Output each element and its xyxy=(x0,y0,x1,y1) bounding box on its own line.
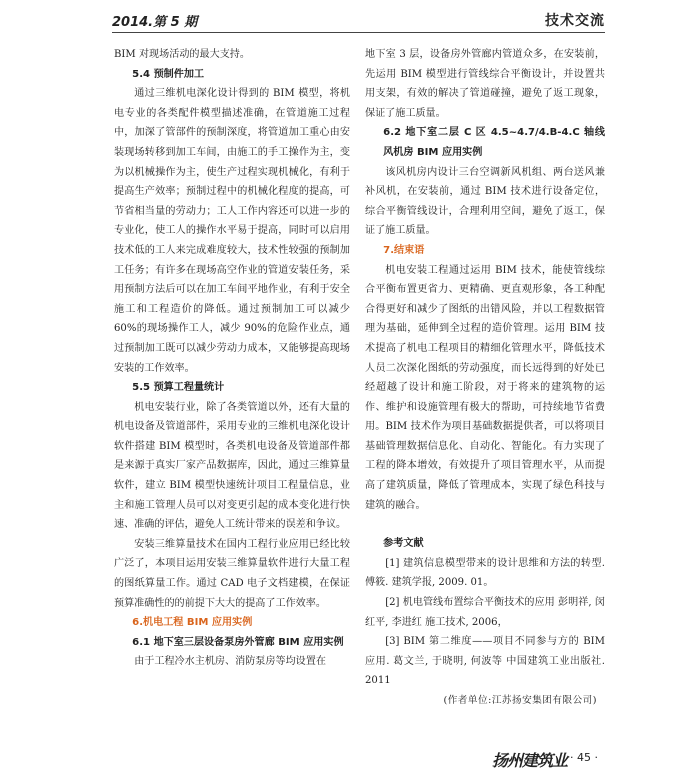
paragraph: 该风机房内设计三台空调新风机组、两台送风兼补风机，在安装前，通过 BIM 技术进行设备定位，综合平衡管线设计，合理利用空间，避免了返工，保证了施工质量。 xyxy=(365,166,605,237)
right-column xyxy=(365,45,605,711)
author-affiliation: (作者单位:江苏扬安集团有限公司) xyxy=(443,695,597,706)
section-heading-6-2: 6.2 地下室二层 C 区 4.5~4.7/4.B-4.C 轴线风机房 BIM 应用实例 xyxy=(383,127,605,158)
section-heading-5-4: 5.4 预制件加工 xyxy=(132,68,205,80)
paragraph: 机电安装工程通过运用 BIM 技术，能使管线综合平衡布置更省力、更精确、更直观形象，各工种配合得更好和减少了图纸的出错风险，并以工程数据管理为基础，延伸到全过程的造价管理。运用 BIM 技术提高了机电工程项目的精细化管理水平，降低技术人员二次深化图纸的劳动强度，而长远得到的好处已经超越了设计和施工阶段，对于将来的建筑物的运作、维护和设施管理有极大的帮助，可持续地节省费用。BIM 技术作为项目基础数据提供者，可以将项目基础管理数据信息化、自动化、智能化。有力实现了工程的降本增效，有效提升了项目管理水平，从而提高了建筑质量，降低了管理成本，实现了绿色科技与建筑的融合。 xyxy=(365,264,605,511)
section-label: 技术交流 xyxy=(545,13,605,29)
reference-item: [1] 建筑信息模型带来的设计思维和方法的转型. 傅筱. 建筑学报, 2009. 01。 xyxy=(365,557,605,589)
section-heading-6-1: 6.1 地下室三层设备泵房外管廊 BIM 应用实例 xyxy=(132,636,344,648)
left-column xyxy=(114,45,350,672)
section-heading-6: 6.机电工程 BIM 应用实例 xyxy=(132,617,253,629)
page-number: · 45 · xyxy=(570,751,598,764)
paragraph: 通过三维机电深化设计得到的 BIM 模型，将机电专业的各类配件模型描述准确，在管道施工过程中，加深了管部件的预制深度，将管道加工重心由安装现场转移到加工车间，由施工的手工操作为主，变为以机械操作为主，使生产过程实现机械化，有利于提高生产效率；预制过程中的机械化程度的提高，可节省相当量的劳动力；工人工作内容还可以进一步的专业化，使工人的操作水平易于提高，同时可以启用技术低的工人来完成难度较大，技术性较强的预制加工任务；有许多在现场高空作业的管道安装任务，采用预制方法后可以在加工车间平地作业，有利于安全施工和工程造价的降低。通过预制加工可以减少 60%的现场操作工人，减少 90%的危险作业点，通过预制加工既可以减少劳动力成本，又能够提高现场安装的工作效率。 xyxy=(114,88,350,374)
paragraph: BIM 对现场活动的最大支持。 xyxy=(114,49,250,60)
reference-item: [3] BIM 第二维度——项目不同参与方的 BIM 应用. 葛文兰, 于晓明, 何波等 中国建筑工业出版社. 2011 xyxy=(365,636,605,687)
paragraph: 机电安装行业，除了各类管道以外，还有大量的机电设备及管道部件，采用专业的三维机电深化设计软件搭建 BIM 模型时，各类机电设备及管道部件都是来源于真实厂家产品数据库，因此，通过三维算量软件，建立 BIM 模型快速统计项目工程量信息，业主和施工管理人员可以对变更引起的成本变化进行快速、准确的评估，避免人工统计带来的误差和争议。 xyxy=(114,401,350,531)
section-heading-7: 7.结束语 xyxy=(383,244,425,256)
issue-label: 2014.第 5 期 xyxy=(112,15,198,30)
paragraph: 由于工程冷水主机房、消防泵房等均设置在 xyxy=(134,656,326,668)
magazine-logo: 扬州建筑业 xyxy=(492,751,568,770)
paragraph: 地下室 3 层，设备房外管廊内管道众多，在安装前，先运用 BIM 模型进行管线综合平衡设计，并设置共用支架，有效的解决了管道碰撞，避免了返工现象，保证了施工质量。 xyxy=(365,49,605,119)
references-title: 参考文献 xyxy=(383,538,424,550)
page-header xyxy=(112,10,605,33)
paragraph: 安装三维算量技术在国内工程行业应用已经比较广泛了，本项目运用安装三维算量软件进行大量工程的图纸算量工作。通过 CAD 电子文档建模，在保证预算准确性的的前提下大大的提高了工作效率。 xyxy=(114,538,350,609)
section-heading-5-5: 5.5 预算工程量统计 xyxy=(132,382,225,394)
page-footer xyxy=(492,748,612,770)
reference-item: [2] 机电管线布置综合平衡技术的应用 彭明祥, 闵红平, 李进红 施工技术, 2006， xyxy=(365,597,605,628)
